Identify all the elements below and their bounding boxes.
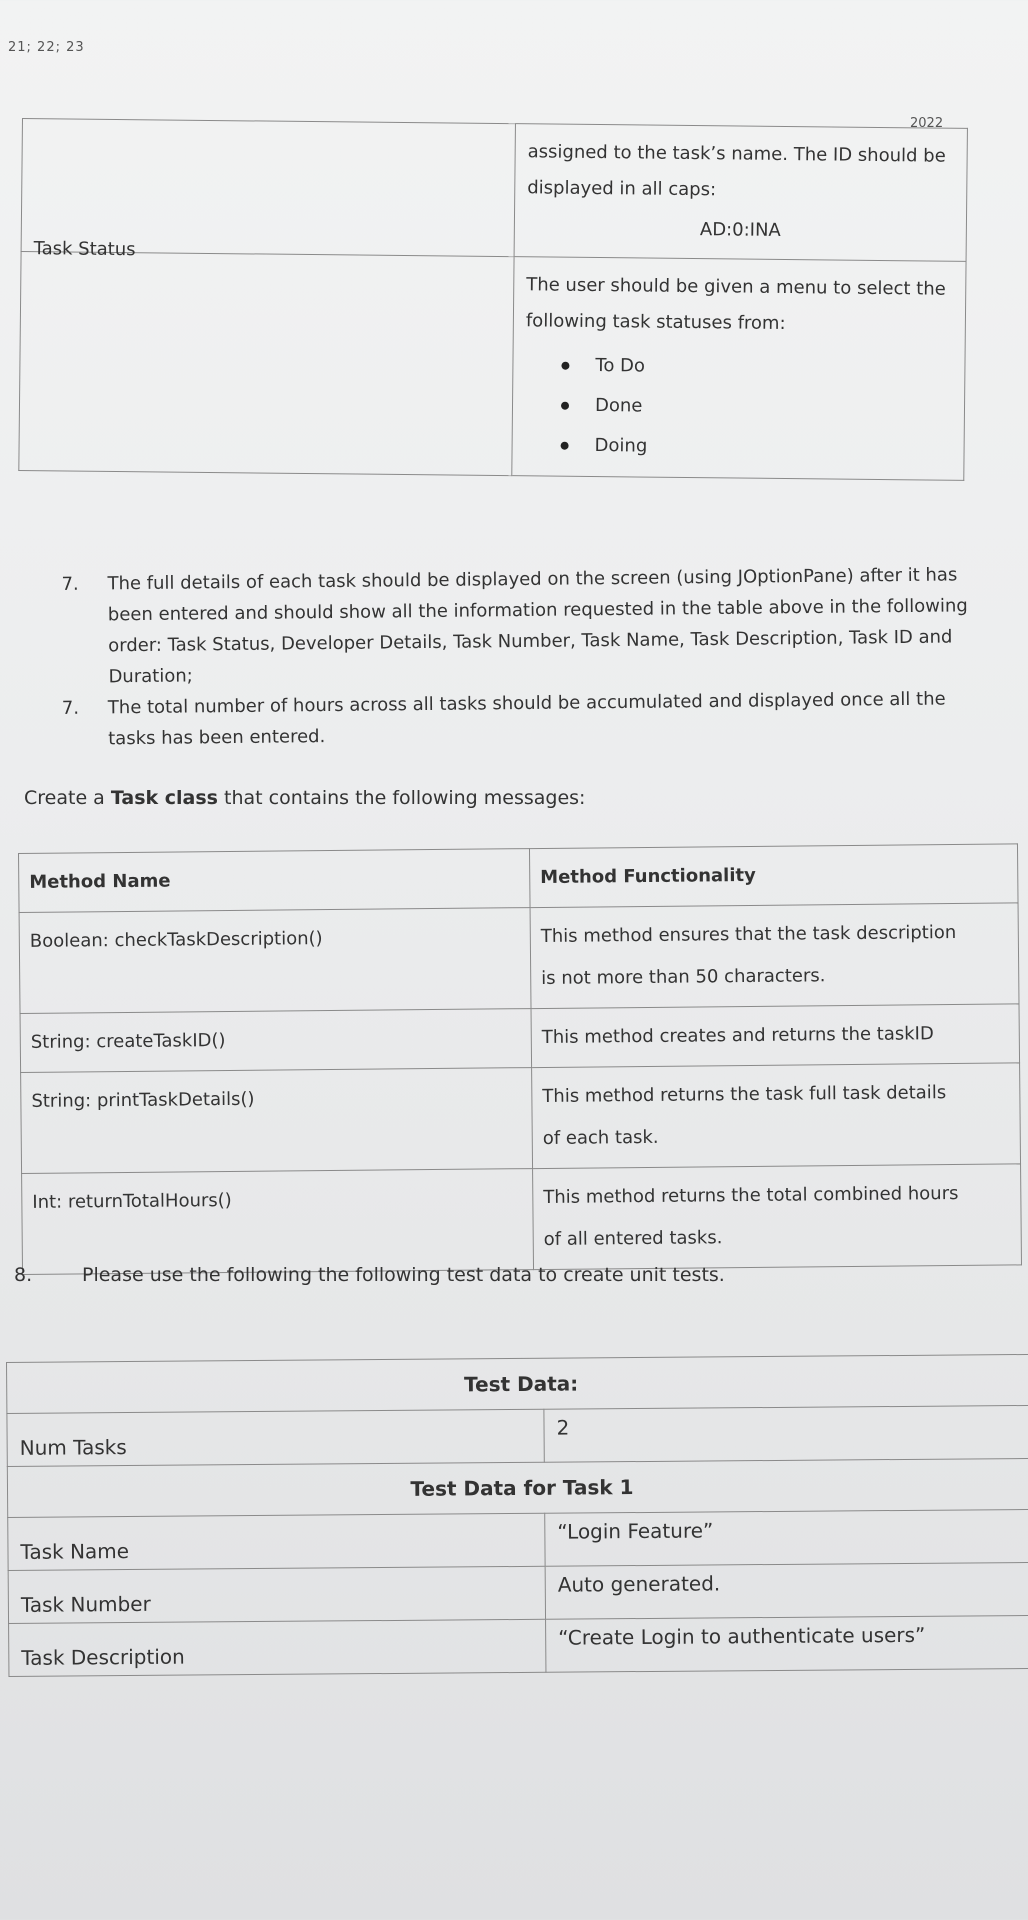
item-number: 7.: [61, 697, 80, 719]
task-status-description-cell: [512, 257, 966, 481]
method-desc-line: This method returns the task full task details: [542, 1082, 947, 1107]
item-number: 8.: [14, 1264, 33, 1286]
description-line: The user should be given a menu to select the: [526, 274, 946, 300]
test-data-heading: Test Data:: [7, 1354, 1028, 1413]
method-desc-line: This method ensures that the task description: [540, 921, 957, 947]
intro-text: Create a: [24, 787, 111, 809]
table-header-row: [7, 1458, 1028, 1517]
test-value-cell: 2: [544, 1405, 1028, 1462]
method-desc-cell: [532, 1063, 1021, 1169]
task-status-label-cell: [19, 238, 514, 475]
table-row: [19, 251, 966, 480]
method-desc-line: This method returns the total combined hours: [543, 1182, 959, 1208]
bullet-icon: [561, 402, 569, 410]
status-option: Done: [594, 395, 643, 417]
bullet-icon: [561, 442, 569, 450]
list-item: [561, 386, 952, 430]
list-item: [560, 426, 951, 470]
test-value-cell: Auto generated.: [545, 1562, 1028, 1619]
task1-heading: Test Data for Task 1: [7, 1458, 1028, 1517]
column-header: Method Name: [19, 849, 531, 913]
method-desc-cell: [531, 1004, 1020, 1068]
test-label-cell: Num Tasks: [7, 1409, 544, 1466]
empty-label-cell: [21, 119, 515, 257]
method-desc-line: is not more than 50 characters.: [541, 965, 826, 989]
table-row: [7, 1405, 1028, 1466]
status-list: [524, 345, 952, 469]
test-value-cell: “Create Login to authenticate users”: [546, 1615, 1028, 1672]
task-id-example: AD:0:INA: [699, 219, 781, 241]
description-line: assigned to the task’s name. The ID should be: [527, 141, 946, 167]
intro-text: that contains the following messages:: [217, 787, 586, 809]
method-desc-line: of all entered tasks.: [543, 1227, 723, 1250]
method-name-cell: Boolean: checkTaskDescription(): [19, 908, 531, 1014]
bullet-icon: [561, 362, 569, 370]
list-item: [561, 346, 952, 390]
table-row: [8, 1562, 1028, 1623]
table-row: [19, 903, 1019, 1014]
task-class-intro: [24, 787, 585, 809]
method-desc-line: This method creates and returns the taskID: [541, 1023, 934, 1048]
method-desc-line: of each task.: [542, 1126, 659, 1149]
table-header-row: [19, 844, 1019, 913]
intro-bold-text: Task class: [110, 787, 218, 809]
numbered-item: [62, 683, 983, 755]
table-row: [20, 1004, 1020, 1073]
test-label-cell: Task Number: [8, 1566, 545, 1623]
test-label-cell: Task Name: [8, 1513, 545, 1570]
test-data-table: [6, 1354, 1028, 1677]
page-header-year: 2022: [910, 116, 944, 131]
table-row: [22, 1164, 1022, 1275]
description-line: displayed in all caps:: [527, 177, 717, 201]
method-name-cell: String: createTaskID(): [20, 1009, 532, 1073]
method-name-cell: Int: returnTotalHours(): [22, 1169, 534, 1275]
item-number: 7.: [61, 573, 79, 595]
description-line: following task statuses from:: [525, 310, 786, 335]
status-option: To Do: [595, 355, 646, 377]
table-row: [9, 1615, 1028, 1676]
method-desc-cell: [530, 903, 1019, 1009]
numbered-item: [14, 1264, 725, 1286]
column-header: Method Functionality: [529, 844, 1018, 908]
item-text: The total number of hours across all tasks should be accumulated and displayed once all the tasks has been entered.: [107, 688, 946, 750]
page-header-left: 21; 22; 23: [8, 40, 85, 55]
status-option: Doing: [594, 435, 648, 457]
method-name-cell: String: printTaskDetails(): [21, 1068, 533, 1174]
method-desc-cell: [533, 1164, 1022, 1270]
test-label-cell: Task Description: [9, 1619, 546, 1676]
table-row: [8, 1509, 1028, 1570]
table-header-row: [7, 1354, 1028, 1413]
methods-table: [18, 843, 1022, 1275]
numbered-item: [61, 559, 982, 693]
test-value-cell: “Login Feature”: [545, 1509, 1028, 1566]
task-status-label: Task Status: [33, 238, 136, 261]
table-row: [21, 1063, 1021, 1174]
item-text: Please use the following the following test data to create unit tests.: [82, 1264, 725, 1286]
task-requirements-table: [18, 118, 968, 481]
item-text: The full details of each task should be displayed on the screen (using JOptionPane) after it has been entered and should show all the information requested in the table above in the following order: Task Status, Developer Details, Task Number, Task Name, Task Description, Task ID and Duration;: [107, 564, 968, 688]
task-id-description-cell: [514, 124, 967, 262]
